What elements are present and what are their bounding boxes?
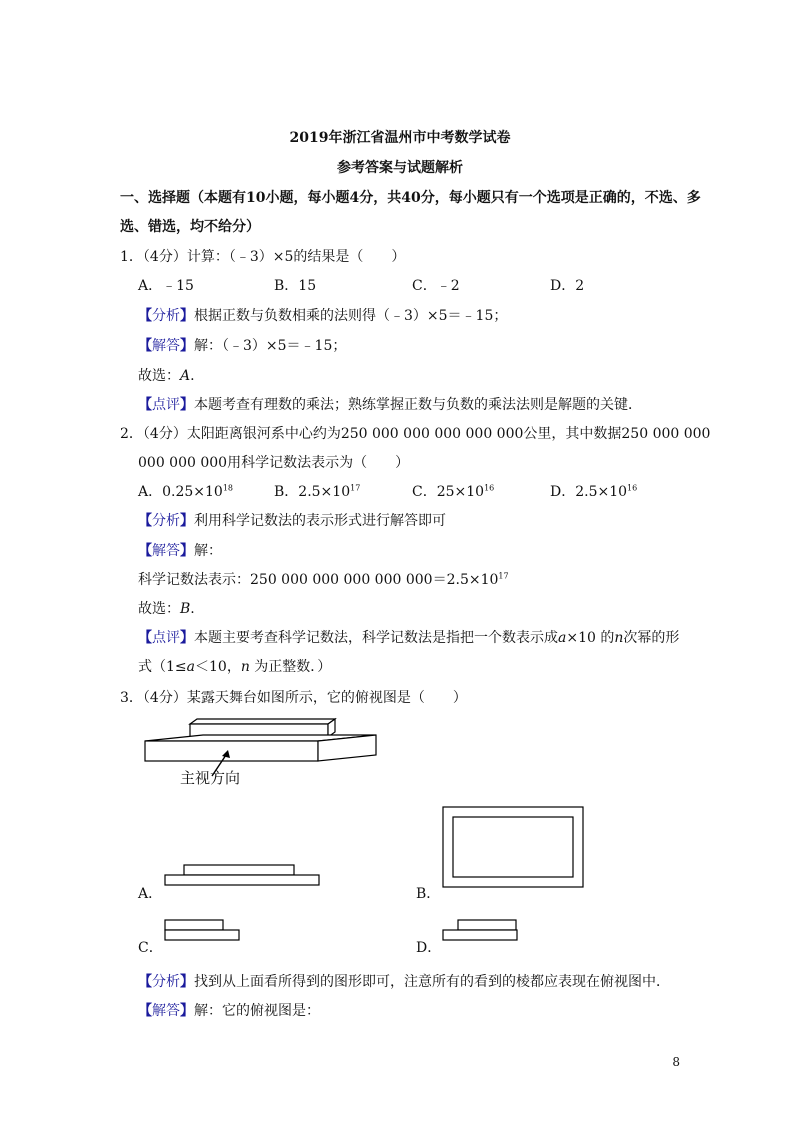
option-c-figure xyxy=(164,919,244,943)
option-c-lower-rect xyxy=(165,930,239,940)
q1-answer: 【解答】解：（﹣3）×5＝﹣15； xyxy=(138,338,347,354)
option-b-inner-rect xyxy=(453,817,573,877)
q2-answer: 【解答】解： xyxy=(138,543,222,559)
option-d-upper-rect xyxy=(458,920,516,930)
q2-option-c: C．$25\times 10^{16}$ xyxy=(412,483,495,500)
section-heading-line1: 一、选择题（本题有10小题，每小题4分，共40分，每小题只有一个选项是正确的，不选、多 xyxy=(120,190,701,206)
page-title: 2019年浙江省温州市中考数学试卷 xyxy=(289,130,511,146)
q2-choice: 故选：B. xyxy=(138,601,195,617)
section-heading-line2: 选、错选，均不给分） xyxy=(120,219,260,235)
lower-block-front xyxy=(145,741,318,761)
q2-stem-line2: 000 000 000用科学记数法表示为（ ） xyxy=(138,455,410,471)
option-c-upper-rect xyxy=(165,920,223,930)
option-d-figure xyxy=(442,919,522,943)
upper-block-top xyxy=(190,719,335,724)
page-number: 8 xyxy=(672,1055,680,1069)
q2-stem-line1: 2．（4分）太阳距离银河系中心约为250 000 000 000 000 000公里，其中数据250 000 000 xyxy=(120,426,711,442)
figure-caption: 主视方向 xyxy=(180,769,241,787)
review-tag: 点评 xyxy=(152,397,180,413)
option-a-figure xyxy=(164,864,324,888)
q1-stem: 1．（4分）计算：（﹣3）×5的结果是（ ） xyxy=(120,249,406,265)
q3-answer: 【解答】解：它的俯视图是： xyxy=(138,1003,320,1019)
q1-review: 【点评】本题考查有理数的乘法；熟练掌握正数与负数的乘法法则是解题的关键． xyxy=(138,397,642,413)
q3-analysis: 【分析】找到从上面看所得到的图形即可，注意所有的看到的棱都应表现在俯视图中． xyxy=(138,974,670,990)
q3-option-a: A． xyxy=(138,886,163,902)
answer-tag: 解答 xyxy=(152,1003,180,1019)
q2-work: 科学记数法表示：250 000 000 000 000 $000=2.5\times 10^{17}$ xyxy=(138,571,509,588)
q1-option-c: C．﹣2 xyxy=(412,278,460,294)
q2-review-line1: 【点评】本题主要考查科学记数法，科学记数法是指把一个数表示成a×10 的n次幂的形 xyxy=(138,630,680,646)
analysis-tag: 分析 xyxy=(152,513,180,529)
q3-option-d: D． xyxy=(416,940,442,956)
q3-option-b: B． xyxy=(416,886,441,902)
q3-option-c: C． xyxy=(138,940,163,956)
analysis-tag: 分析 xyxy=(152,308,180,324)
option-d-lower-rect xyxy=(443,930,517,940)
q2-analysis: 【分析】利用科学记数法的表示形式进行解答即可 xyxy=(138,513,446,529)
q2-option-b: B．$2.5\times 10^{17}$ xyxy=(274,483,361,500)
page-subtitle: 参考答案与试题解析 xyxy=(337,160,463,176)
option-a-lower-rect xyxy=(165,875,319,885)
stage-figure xyxy=(140,714,380,794)
answer-tag: 解答 xyxy=(152,338,180,354)
analysis-tag: 分析 xyxy=(152,974,180,990)
review-tag: 点评 xyxy=(152,630,180,646)
option-b-figure xyxy=(442,806,584,888)
q1-analysis: 【分析】根据正数与负数相乘的法则得（﹣3）×5＝﹣15； xyxy=(138,308,508,324)
q3-stem: 3．（4分）某露天舞台如图所示，它的俯视图是（ ） xyxy=(120,690,467,706)
q2-review-line2: 式（1≤a＜10，n 为正整数．） xyxy=(138,659,332,675)
answer-tag: 解答 xyxy=(152,543,180,559)
q2-option-a: A．$0.25\times 10^{18}$ xyxy=(138,483,234,500)
option-a-upper-rect xyxy=(184,865,294,875)
q1-option-b: B．15 xyxy=(274,278,317,294)
q1-option-a: A．﹣15 xyxy=(138,278,194,294)
q1-option-d: D．2 xyxy=(550,278,585,294)
q2-option-d: D．$2.5\times 10^{16}$ xyxy=(550,483,638,500)
q1-choice: 故选：A. xyxy=(138,368,195,384)
